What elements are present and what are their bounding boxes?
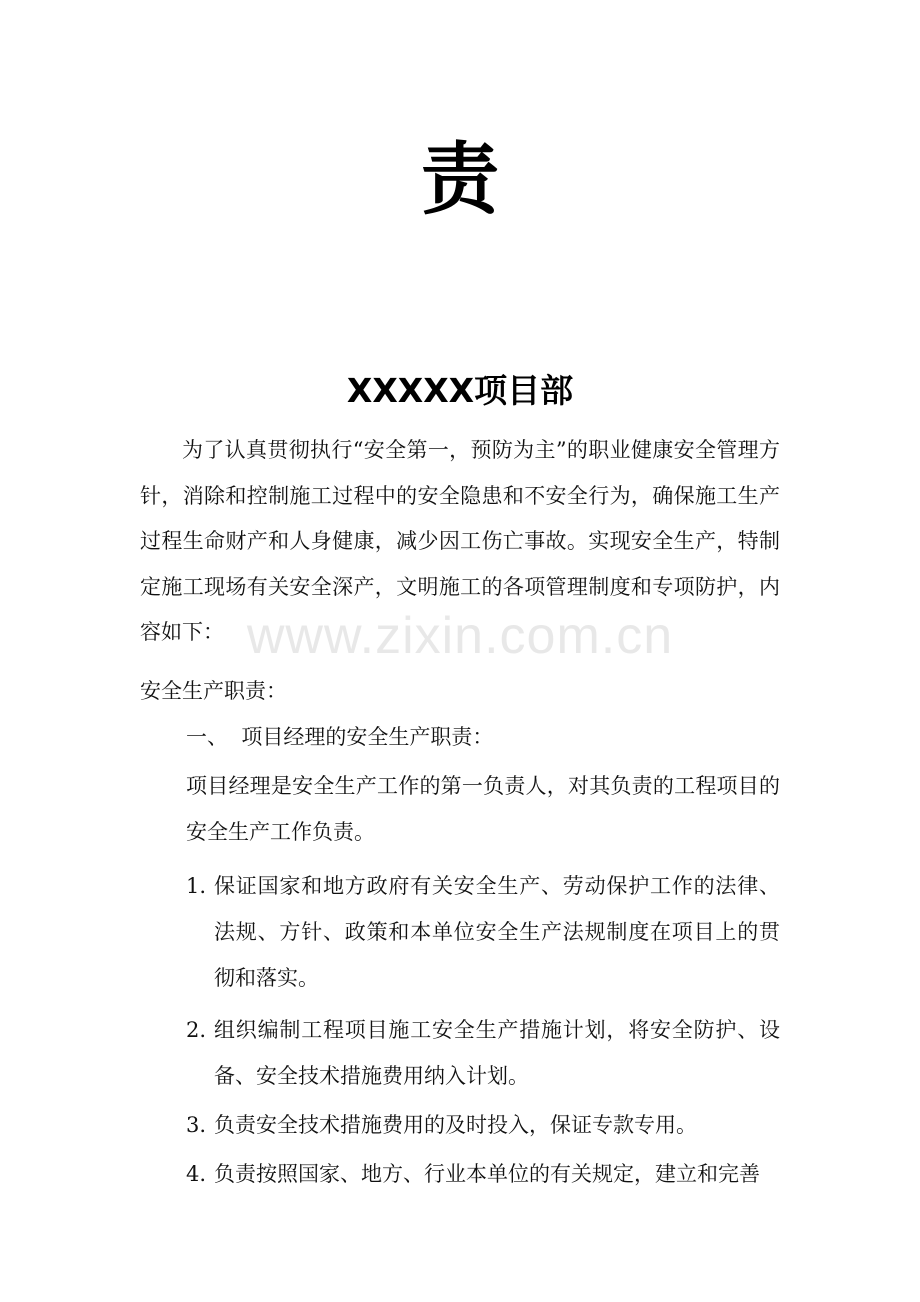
list-item bbox=[186, 1102, 780, 1148]
list-item-number: 4. bbox=[186, 1162, 207, 1186]
duty-list bbox=[186, 0, 780, 1302]
list-item bbox=[186, 863, 780, 1001]
large-title-character: 责 bbox=[420, 135, 499, 225]
project-title: XXXXX项目部 bbox=[346, 371, 574, 410]
section-heading: 安全生产职责： bbox=[140, 679, 287, 703]
list-item-number: 3. bbox=[186, 1113, 207, 1137]
section-subheading: 一、 项目经理的安全生产职责： bbox=[186, 725, 494, 749]
watermark: www.zixin.com.cn bbox=[246, 607, 674, 665]
list-item-text: 组织编制工程项目施工安全生产措施计划，将安全防护、设备、安全技术措施费用纳入计划。 bbox=[214, 1018, 780, 1088]
list-item-text: 保证国家和地方政府有关安全生产、劳动保护工作的法律、法规、方针、政策和本单位安全生产法规制度在项目上的贯彻和落实。 bbox=[214, 874, 780, 990]
list-item-number: 1. bbox=[186, 874, 207, 898]
list-item bbox=[186, 1007, 780, 1099]
list-item-number: 2. bbox=[186, 1018, 207, 1042]
section-description: 项目经理是安全生产工作的第一负责人，对其负责的工程项目的安全生产工作负责。 bbox=[186, 774, 780, 844]
list-item-text: 负责按照国家、地方、行业本单位的有关规定，建立和完善 bbox=[214, 1162, 760, 1186]
list-item bbox=[186, 1151, 780, 1197]
list-item-text: 负责安全技术措施费用的及时投入，保证专款专用。 bbox=[214, 1113, 697, 1137]
intro-paragraph: 为了认真贯彻执行“安全第一，预防为主”的职业健康安全管理方针，消除和控制施工过程中的安全隐患和不安全行为，确保施工生产过程生命财产和人身健康，减少因工伤亡事故。实现安全生产，特制定施工现场有关安全深产，文明施工的各项管理制度和专项防护，内容如下： bbox=[140, 438, 780, 644]
